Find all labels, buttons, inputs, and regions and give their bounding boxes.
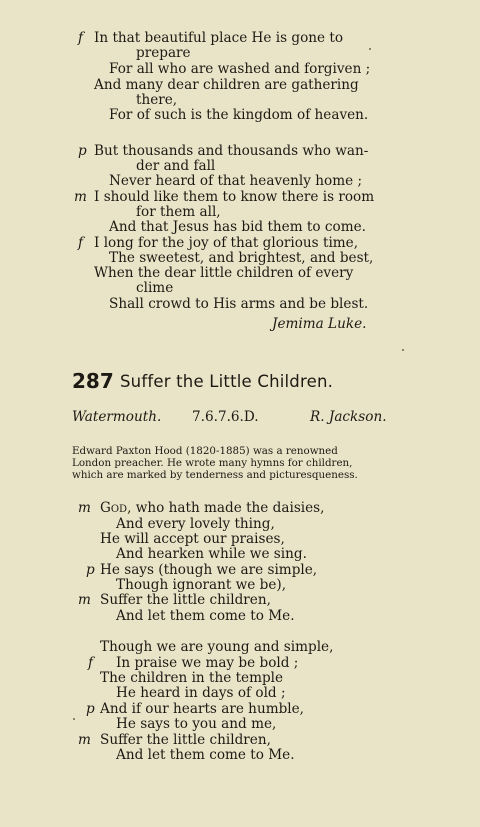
lyric-line: there, bbox=[136, 92, 178, 108]
dynamic-mark: m bbox=[78, 500, 91, 516]
lyric-line: clime bbox=[136, 280, 174, 296]
lyric-line: And let them come to Me. bbox=[116, 747, 295, 763]
dynamic-mark: f bbox=[78, 235, 84, 251]
lyric-line: And that Jesus has bid them to come. bbox=[109, 219, 366, 235]
hymn-number: 287 bbox=[72, 369, 114, 393]
lyric-line: And let them come to Me. bbox=[116, 608, 295, 624]
dynamic-mark: m bbox=[78, 592, 91, 608]
lyric-line: But thousands and thousands who wan- bbox=[94, 143, 369, 159]
lyric-line: He says (though we are simple, bbox=[100, 562, 318, 578]
lyric-line: Suffer the little children, bbox=[100, 592, 271, 608]
lyric-line: I long for the joy of that glorious time, bbox=[94, 235, 359, 251]
lyric-line: For of such is the kingdom of heaven. bbox=[109, 107, 369, 123]
note-line: London preacher. He wrote many hymns for children, bbox=[72, 457, 353, 469]
lyric-line: And hearken while we sing. bbox=[116, 546, 307, 562]
dynamic-mark: m bbox=[78, 732, 91, 748]
lyric-line: In praise we may be bold ; bbox=[116, 655, 299, 671]
lyric-line: prepare bbox=[136, 45, 191, 61]
lyric-line: Shall crowd to His arms and be blest. bbox=[109, 296, 369, 312]
composer: R. Jackson. bbox=[310, 409, 387, 425]
lyric-line: In that beautiful place He is gone to bbox=[94, 30, 344, 46]
dynamic-mark: m bbox=[74, 189, 87, 205]
note-line: which are marked by tenderness and picturesqueness. bbox=[72, 469, 358, 481]
lyric-line: Suffer the little children, bbox=[100, 732, 271, 748]
lyric-line: Though we are young and simple, bbox=[100, 639, 334, 655]
dynamic-mark: p bbox=[86, 701, 95, 717]
hymn-title: Suffer the Little Children. bbox=[120, 372, 334, 391]
author-attribution: Jemima Luke. bbox=[272, 316, 367, 332]
lyric-line: I should like them to know there is room bbox=[94, 189, 375, 205]
dynamic-mark: p bbox=[78, 143, 87, 159]
meter: 7.6.7.6.D. bbox=[192, 409, 259, 425]
lyric-line: Never heard of that heavenly home ; bbox=[109, 173, 363, 189]
lyric-rest: , who hath made the daisies, bbox=[127, 500, 325, 516]
lyric-line: When the dear little children of every bbox=[94, 265, 354, 281]
lyric-line bbox=[100, 500, 324, 516]
note-line: Edward Paxton Hood (1820-1885) was a renowned bbox=[72, 445, 338, 457]
lyric-line: He heard in days of old ; bbox=[116, 685, 286, 701]
dynamic-mark: f bbox=[78, 30, 84, 46]
lyric-line: The children in the temple bbox=[100, 670, 284, 686]
lyric-line: for them all, bbox=[136, 204, 221, 220]
dynamic-mark: p bbox=[86, 562, 95, 578]
lyric-line: The sweetest, and brightest, and best, bbox=[109, 250, 374, 266]
lyric-line: He says to you and me, bbox=[116, 716, 277, 732]
lyric-line: And if our hearts are humble, bbox=[100, 701, 304, 717]
paper-speck bbox=[369, 48, 371, 50]
lyric-line: He will accept our praises, bbox=[100, 531, 285, 547]
paper-speck bbox=[402, 349, 404, 351]
dynamic-mark: f bbox=[88, 655, 94, 671]
lyric-line: And every lovely thing, bbox=[116, 516, 275, 532]
lyric-line: For all who are washed and forgiven ; bbox=[109, 61, 371, 77]
lyric-line: And many dear children are gathering bbox=[94, 77, 359, 93]
tune-name: Watermouth. bbox=[72, 409, 162, 425]
paper-speck bbox=[73, 718, 75, 720]
lyric-line: der and fall bbox=[136, 158, 216, 174]
lyric-line: Though ignorant we be), bbox=[116, 577, 287, 593]
lyric-first-word: God bbox=[100, 500, 128, 516]
